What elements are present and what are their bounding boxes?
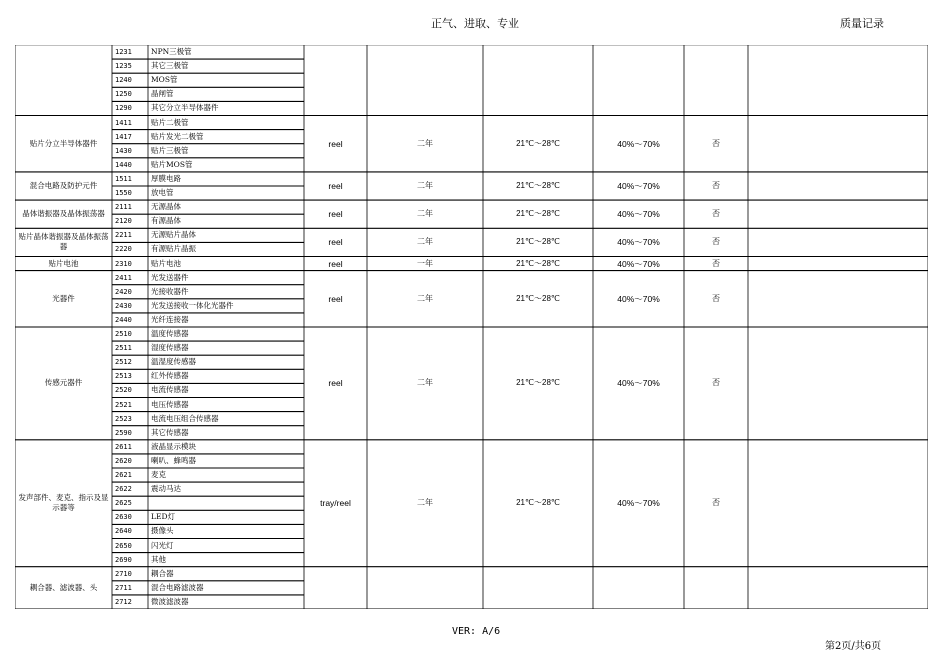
- flag-cell: 否: [712, 138, 720, 148]
- humidity-cell: 40%～70%: [617, 209, 660, 220]
- item-code: 2211: [115, 231, 132, 240]
- item-name: 贴片电池: [151, 258, 181, 268]
- item-code: 2690: [115, 555, 132, 564]
- humidity-cell: 40%～70%: [617, 138, 660, 149]
- item-code: 2590: [115, 428, 132, 437]
- temperature-cell: 21℃～28℃: [516, 378, 560, 388]
- item-name: 晶闸管: [151, 89, 174, 99]
- flag-cell: 否: [712, 180, 720, 190]
- item-code: 2430: [115, 301, 132, 310]
- item-code: 2511: [115, 344, 132, 353]
- item-name: 无源晶体: [151, 202, 181, 212]
- package-cell: reel: [328, 180, 343, 191]
- item-name: 震动马达: [151, 484, 181, 494]
- item-code: 1231: [115, 48, 132, 56]
- item-name: 温湿度传感器: [151, 357, 196, 367]
- item-code: 2520: [115, 386, 132, 395]
- flag-cell: 否: [712, 237, 720, 247]
- package-cell: reel: [328, 237, 343, 248]
- item-code: 2622: [115, 485, 132, 494]
- category-cell: 传感元器件: [44, 378, 83, 388]
- item-name: LED灯: [151, 512, 175, 522]
- item-code: 2513: [115, 372, 132, 381]
- shelf-life-cell: 二年: [417, 293, 433, 303]
- humidity-cell: 40%～70%: [617, 237, 660, 248]
- item-code: 2521: [115, 400, 132, 409]
- item-name: 微波滤波器: [151, 596, 189, 606]
- item-code: 1430: [115, 146, 132, 155]
- temperature-cell: 21℃～28℃: [516, 209, 560, 219]
- flag-cell: [684, 45, 748, 116]
- humidity-cell: 40%～70%: [617, 258, 660, 269]
- shelf-life-cell: 二年: [417, 237, 433, 247]
- item-name: 闪光灯: [151, 540, 174, 550]
- item-code: 2420: [115, 287, 132, 296]
- shelf-life-cell: [367, 567, 483, 609]
- category-cell: 贴片晶体谐振器及晶体振荡器: [18, 232, 109, 252]
- shelf-life-cell: [367, 45, 483, 116]
- humidity-cell: 40%～70%: [617, 180, 660, 191]
- package-cell: reel: [328, 138, 343, 149]
- item-code: 1250: [115, 90, 132, 99]
- shelf-life-cell: 一年: [417, 258, 433, 268]
- item-name: 湿度传感器: [151, 343, 189, 353]
- shelf-life-cell: 二年: [417, 180, 433, 190]
- category-cell: 发声部件、麦克、指示及显示器等: [18, 493, 109, 513]
- temperature-cell: 21℃～28℃: [516, 180, 560, 190]
- item-code: 2120: [115, 217, 132, 226]
- item-code: 1417: [115, 132, 132, 141]
- item-code: 2310: [115, 259, 132, 268]
- item-name: NPN三极管: [151, 47, 192, 56]
- item-code: 1440: [115, 160, 132, 169]
- item-name: 光发送接收一体化光器件: [151, 300, 234, 310]
- package-cell: reel: [328, 293, 343, 304]
- temperature-cell: [483, 567, 593, 609]
- item-code: 1511: [115, 174, 132, 183]
- item-code: 1240: [115, 76, 132, 85]
- category-cell: 晶体谐振器及晶体振荡器: [22, 209, 105, 219]
- category-cell: 混合电路及防护元件: [29, 180, 98, 190]
- flag-cell: [684, 567, 748, 609]
- footer-page-number: 第2页/共6页: [825, 641, 882, 652]
- item-name: MOS管: [151, 75, 178, 85]
- item-name: 贴片发光二极管: [151, 131, 204, 141]
- header-motto: 正气、进取、专业: [431, 17, 519, 30]
- item-code: 1290: [115, 104, 132, 113]
- item-code: 1550: [115, 189, 132, 197]
- flag-cell: 否: [712, 378, 720, 388]
- humidity-cell: [593, 567, 684, 609]
- item-code: 1235: [115, 62, 132, 71]
- shelf-life-cell: 二年: [417, 378, 433, 388]
- item-name: 厚膜电路: [151, 173, 181, 183]
- item-code: 2111: [115, 203, 132, 212]
- package-cell: reel: [328, 209, 343, 220]
- item-name: 麦克: [151, 470, 166, 479]
- package-cell: tray/reel: [320, 498, 351, 509]
- category-cell: 光器件: [52, 293, 75, 303]
- item-name: 放电管: [151, 188, 174, 197]
- package-cell: [304, 45, 367, 116]
- item-name: 有源贴片晶振: [151, 244, 196, 254]
- header-doc-title: 质量记录: [840, 17, 884, 30]
- temperature-cell: 21℃～28℃: [516, 138, 560, 148]
- category-cell: [17, 45, 110, 116]
- item-code: 2650: [115, 541, 132, 550]
- package-cell: reel: [328, 378, 343, 389]
- item-name: 液晶显示模块: [151, 441, 196, 451]
- item-name: 耦合器: [151, 568, 174, 578]
- item-code: 2712: [115, 597, 132, 606]
- item-code: 2710: [115, 569, 132, 578]
- item-code: 2220: [115, 245, 132, 254]
- item-name: 红外传感器: [151, 371, 189, 381]
- humidity-cell: 40%～70%: [617, 378, 660, 389]
- item-code: 2611: [115, 442, 132, 451]
- item-name: 光接收器件: [151, 286, 189, 296]
- item-name: 喇叭、蜂鸣器: [151, 455, 196, 465]
- item-code: 2510: [115, 330, 132, 338]
- temperature-cell: 21℃～28℃: [516, 237, 560, 247]
- category-cell: 贴片电池: [48, 258, 79, 268]
- item-name: 其它分立半导体器件: [151, 103, 219, 113]
- item-name: 无源贴片晶体: [151, 230, 196, 240]
- package-cell: reel: [328, 258, 343, 269]
- temperature-cell: 21℃～28℃: [516, 258, 560, 268]
- humidity-cell: 40%～70%: [617, 498, 660, 509]
- item-name: 其它三极管: [151, 61, 189, 71]
- item-name: 光纤连接器: [151, 314, 189, 324]
- item-name: 电流电压组合传感器: [151, 413, 219, 423]
- item-code: 2512: [115, 358, 132, 367]
- item-name: 电流传感器: [151, 385, 189, 395]
- category-cell: 耦合器、滤波器、头: [29, 582, 98, 592]
- item-name: 贴片MOS管: [151, 159, 193, 169]
- humidity-cell: 40%～70%: [617, 293, 660, 304]
- item-name: 有源晶体: [151, 216, 181, 226]
- shelf-life-cell: 二年: [417, 138, 433, 148]
- item-code: 2523: [115, 414, 132, 423]
- item-name: 光发送器件: [151, 272, 189, 282]
- item-code: 2640: [115, 527, 132, 536]
- item-name: 温度传感器: [151, 329, 189, 338]
- humidity-cell: [593, 45, 684, 116]
- package-cell: [304, 567, 367, 609]
- item-code: 2620: [115, 456, 132, 465]
- category-cell: 贴片分立半导体器件: [29, 138, 98, 148]
- flag-cell: 否: [712, 209, 720, 219]
- item-code: 2630: [115, 513, 132, 522]
- item-name: 摄像头: [151, 526, 174, 536]
- temperature-cell: [483, 45, 593, 116]
- item-name: 贴片三极管: [151, 145, 189, 155]
- item-code: 2621: [115, 471, 132, 479]
- flag-cell: 否: [712, 293, 720, 303]
- footer-version: VER: A/6: [452, 626, 501, 637]
- item-code: 2411: [115, 273, 132, 282]
- item-name: 电压传感器: [151, 399, 189, 409]
- item-name: 其他: [151, 554, 166, 564]
- temperature-cell: 21℃～28℃: [516, 498, 560, 508]
- item-code: 1411: [115, 118, 132, 127]
- item-code: 2625: [115, 499, 132, 508]
- item-code: 2711: [115, 583, 132, 592]
- storage-spec-table: [15, 45, 928, 609]
- shelf-life-cell: 二年: [417, 498, 433, 508]
- item-name: 其它传感器: [151, 427, 189, 437]
- shelf-life-cell: 二年: [417, 209, 433, 219]
- flag-cell: 否: [712, 498, 720, 508]
- flag-cell: 否: [712, 258, 720, 268]
- item-name: 贴片二极管: [151, 117, 189, 127]
- item-code: 2440: [115, 315, 132, 324]
- item-name: 混合电路滤波器: [151, 582, 204, 592]
- temperature-cell: 21℃～28℃: [516, 293, 560, 303]
